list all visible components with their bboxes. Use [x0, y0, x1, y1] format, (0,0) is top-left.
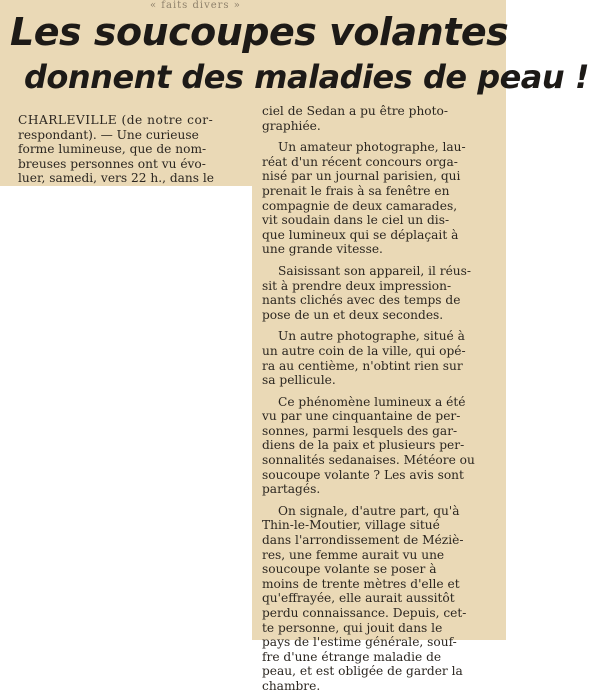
headline-line-2: donnent des maladies de peau !	[24, 58, 589, 96]
article-right-column	[262, 104, 498, 694]
text-line: forme lumineuse, que de nom-	[18, 142, 207, 157]
text-line: soucoupe volante se poser à	[262, 562, 437, 577]
text-line: réat d'un récent concours orga-	[262, 154, 458, 169]
paragraph-gap	[262, 497, 498, 504]
article-paragraph	[262, 104, 498, 133]
article-paragraph	[262, 329, 498, 387]
text-line: Un autre photographe, situé à	[278, 329, 465, 344]
article-paragraph	[262, 504, 498, 694]
text-line: que lumineux qui se déplaçait à	[262, 227, 459, 242]
text-line: Ce phénomène lumineux a été	[278, 394, 466, 409]
text-line: compagnie de deux camarades,	[262, 198, 458, 213]
text-line: Un amateur photographe, lau-	[278, 140, 466, 155]
text-line: res, une femme aurait vu une	[262, 547, 445, 562]
text-line: graphiée.	[262, 118, 321, 133]
text-line: breuses personnes ont vu évo-	[18, 156, 206, 171]
text-line: qu'effrayée, elle aurait aussitôt	[262, 591, 455, 606]
text-line: ra au centième, n'obtint rien sur	[262, 358, 463, 373]
text-line: ciel de Sedan a pu être photo-	[262, 104, 448, 118]
text-line: pose de un et deux secondes.	[262, 307, 444, 322]
text-line: vit soudain dans le ciel un dis-	[262, 213, 450, 228]
text-line: une grande vitesse.	[262, 242, 383, 257]
text-line: nants clichés avec des temps de	[262, 293, 461, 308]
text-line: CHARLEVILLE (de notre cor-	[18, 113, 214, 127]
text-line: chambre.	[262, 678, 321, 693]
text-line: vu par une cinquantaine de per-	[262, 409, 461, 424]
article-left-column	[18, 113, 248, 186]
article-paragraph	[262, 140, 498, 257]
text-line: un autre coin de la ville, qui opé-	[262, 343, 466, 358]
text-line: nisé par un journal parisien, qui	[262, 169, 461, 184]
text-line: perdu connaissance. Depuis, cet-	[262, 606, 467, 620]
paragraph-gap	[262, 257, 498, 264]
text-line: te personne, qui jouit dans le	[262, 620, 443, 635]
text-line: diens de la paix et plusieurs per-	[262, 438, 465, 453]
text-line: prenait le frais à sa fenêtre en	[262, 183, 450, 198]
paragraph-gap	[262, 388, 498, 395]
article-paragraph	[262, 264, 498, 322]
article-paragraph	[262, 395, 498, 497]
paragraph-gap	[262, 133, 498, 140]
text-line: On signale, d'autre part, qu'à	[278, 503, 460, 518]
text-line: luer, samedi, vers 22 h., dans le	[18, 171, 214, 186]
text-line: Saisissant son appareil, il réus-	[278, 263, 472, 278]
paragraph-gap	[262, 322, 498, 329]
text-line: fre d'une étrange maladie de	[262, 649, 442, 664]
text-line: sonnalités sedanaises. Météore ou	[262, 453, 475, 468]
text-line: dans l'arrondissement de Méziè-	[262, 533, 464, 548]
text-line: moins de trente mètres d'elle et	[262, 576, 460, 591]
text-line: soucoupe volante ? Les avis sont	[262, 467, 464, 482]
page-header-fragment: « faits divers »	[150, 0, 241, 11]
text-line: pays de l'estime générale, souf-	[262, 635, 457, 650]
text-line: Thin-le-Moutier, village situé	[262, 518, 440, 533]
text-line: respondant). — Une curieuse	[18, 127, 199, 142]
text-line: sonnes, parmi lesquels des gar-	[262, 423, 458, 438]
text-line: partagés.	[262, 482, 321, 497]
text-line: sit à prendre deux impression-	[262, 278, 452, 293]
lead-paragraph	[18, 113, 248, 186]
text-line: sa pellicule.	[262, 373, 336, 388]
text-line: peau, et est obligée de garder la	[262, 664, 463, 679]
headline-line-1: Les soucoupes volantes	[10, 10, 509, 54]
